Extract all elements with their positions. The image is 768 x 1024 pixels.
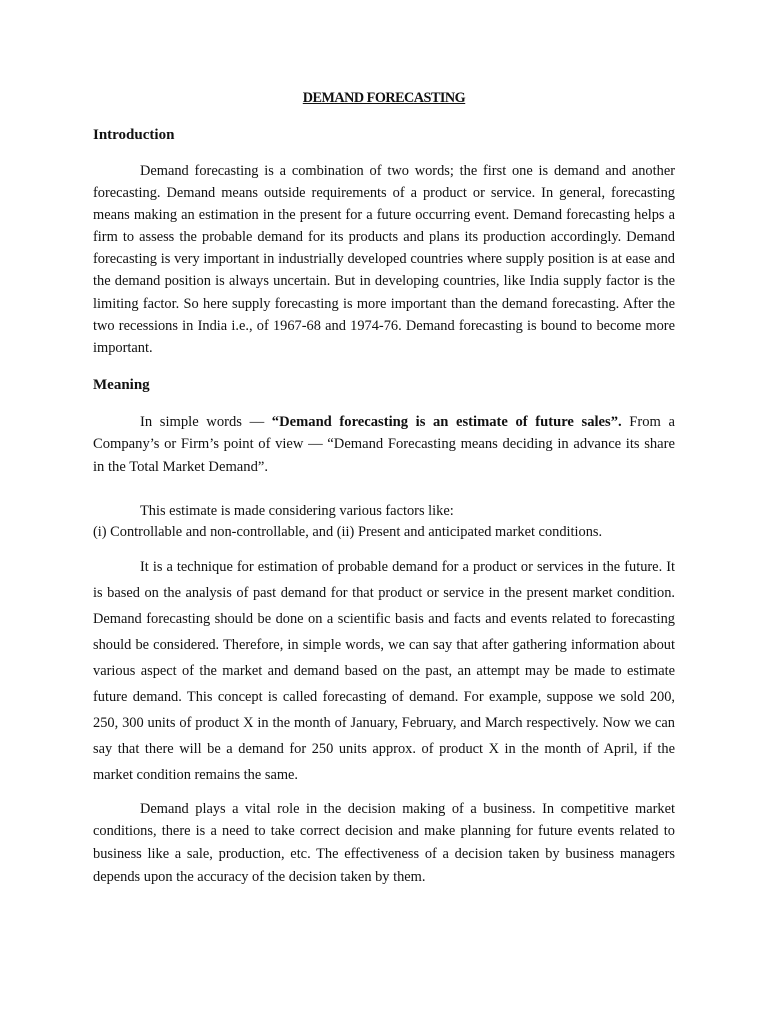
- meaning-paragraph: [93, 411, 675, 479]
- meaning-lead: In simple words —: [140, 413, 272, 430]
- document-title: DEMAND FORECASTING: [302, 90, 466, 106]
- estimate-intro: This estimate is made considering various factors like:: [140, 503, 454, 520]
- factors-list: (i) Controllable and non-controllable, and (ii) Present and anticipated market conditions.: [93, 524, 603, 541]
- introduction-paragraph: Demand forecasting is a combination of two words; the first one is demand and another forecasting. Demand means outside requirements of a product or service. In general, forecasting means making an estimation in the present for a future occurring event. Demand forecasting helps a firm to assess the probable demand for its products and plans its production accordingly. Demand forecasting is very important in industrially developed countries where supply position is at ease and the demand position is always uncertain. But in developing countries, like India supply factor is the limiting factor. So here supply forecasting is more important than the demand forecasting. After the two recessions in India i.e., of 1967-68 and 1974-76. Demand forecasting is bound to become more important.: [93, 163, 675, 356]
- role-paragraph: Demand plays a vital role in the decision making of a business. In competitive market conditions, there is a need to take correct decision and make planning for future events related to business like a sale, production, etc. The effectiveness of a decision taken by business managers depends upon the accuracy of the decision taken by them.: [93, 800, 675, 885]
- introduction-heading: Introduction: [93, 127, 175, 143]
- meaning-heading: Meaning: [93, 376, 150, 393]
- document-body: [93, 88, 675, 889]
- meaning-definition: “Demand forecasting is an estimate of future sales”.: [271, 413, 622, 430]
- technique-paragraph: It is a technique for estimation of probable demand for a product or services in the future. It is based on the analysis of past demand for that product or service in the present market condition. Demand forecasting should be done on a scientific basis and facts and events related to forecasting should be considered. Therefore, in simple words, we can say that after gathering information about various aspect of the market and demand based on the past, an attempt may be made to estimate future demand. This concept is called forecasting of demand. For example, suppose we sold 200, 250, 300 units of product X in the month of January, February, and March respectively. Now we can say that there will be a demand for 250 units approx. of product X in the month of April, if the market condition remains the same.: [93, 559, 675, 783]
- meaning-rest: From a Company’s or Firm’s point of view — “Demand Forecasting means deciding in advance its share in the Total Market Demand”.: [93, 413, 675, 475]
